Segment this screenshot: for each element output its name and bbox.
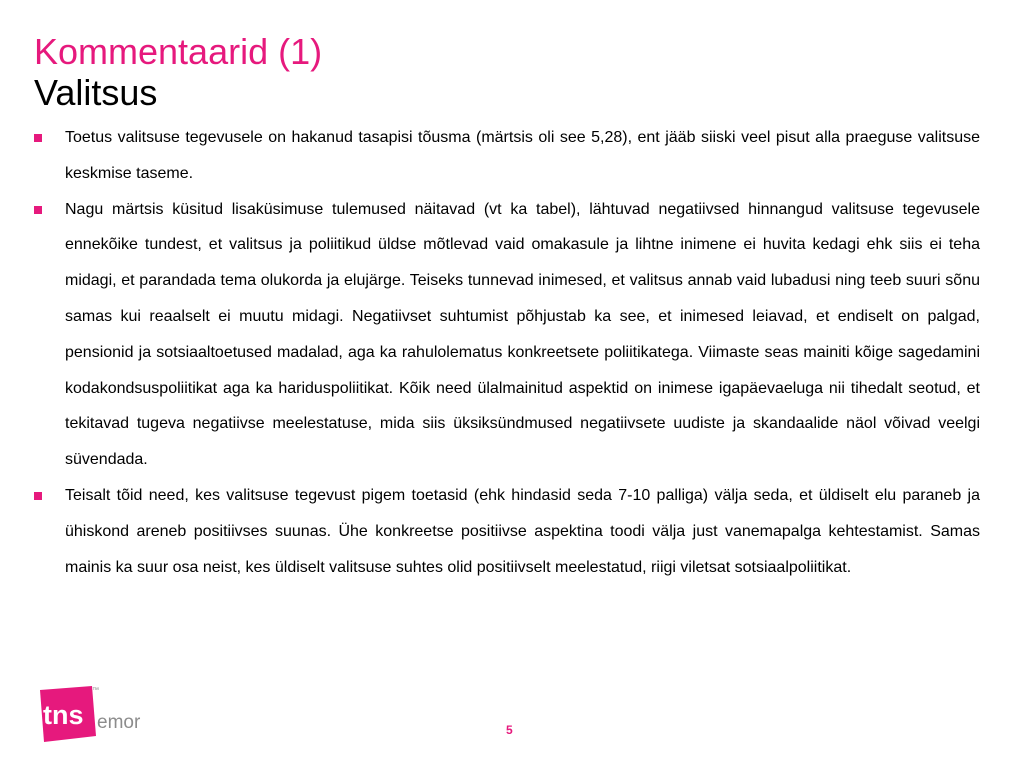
bullet-text: Teisalt tõid need, kes valitsuse tegevust pigem toetasid (ehk hindasid seda 7-10 palliga) välja seda, et üldiselt elu paraneb ja ühiskond areneb positiivses suunas. Ühe konkreetse positiivse aspektina toodi välja just vanemapalga kehtestamist. Samas mainis ka suur osa neist, kes üldiselt valitsuse suhtes olid positiivselt meelestatud, riigi viletsat sotsiaalpoliitikat. bbox=[65, 486, 980, 576]
square-bullet-icon bbox=[34, 492, 42, 500]
title-primary: Kommentaarid (1) bbox=[34, 31, 323, 72]
tns-emor-logo-graphic bbox=[34, 686, 154, 746]
logo-trademark: ™ bbox=[92, 687, 99, 694]
page-number: 5 bbox=[506, 723, 513, 737]
bullet-item bbox=[33, 192, 980, 478]
square-bullet-icon bbox=[34, 206, 42, 214]
logo-suffix-text: emor bbox=[97, 712, 141, 733]
square-bullet-icon bbox=[34, 134, 42, 142]
tns-emor-logo bbox=[34, 686, 154, 746]
bullet-list bbox=[33, 120, 980, 585]
bullet-item bbox=[33, 478, 980, 585]
title-secondary: Valitsus bbox=[34, 72, 158, 113]
bullet-text: Toetus valitsuse tegevusele on hakanud tasapisi tõusma (märtsis oli see 5,28), ent jääb siiski veel pisut alla praeguse valitsuse keskmise taseme. bbox=[65, 129, 980, 182]
logo-brand-text: tns bbox=[43, 700, 84, 730]
bullet-text: Nagu märtsis küsitud lisaküsimuse tulemused näitavad (vt ka tabel), lähtuvad negatiivsed hinnangud valitsuse tegevusele ennekõike tundest, et valitsus ja poliitikud üldse mõtlevad vaid omakasule ja lihtne inimene ei huvita kedagi ehk siis ei teha midagi, et parandada tema olukorda ja elujärge. Teiseks tunnevad inimesed, et valitsus annab vaid lubadusi ning teeb suuri sõnu samas kui reaalselt ei muutu midagi. Negatiivset suhtumist põhjustab ka see, et inimesed leiavad, et endiselt on palgad, pensionid ja sotsiaaltoetused madalad, aga ka rahulolematus konkreetsete poliitikatega. Viimaste seas mainiti kõige sagedamini kodakondsuspoliitikat aga ka hariduspoliitikat. Kõik need ülalmainitud aspektid on inimese igapäevaeluga nii tihedalt seotud, et tekitavad tugeva negatiivse meelestatuse, mida siis üksiksündmused negatiivsete uudiste ja skandaalide näol võivad veelgi süvendada. bbox=[65, 200, 980, 469]
bullet-item bbox=[33, 120, 980, 192]
slide-title bbox=[34, 30, 322, 115]
